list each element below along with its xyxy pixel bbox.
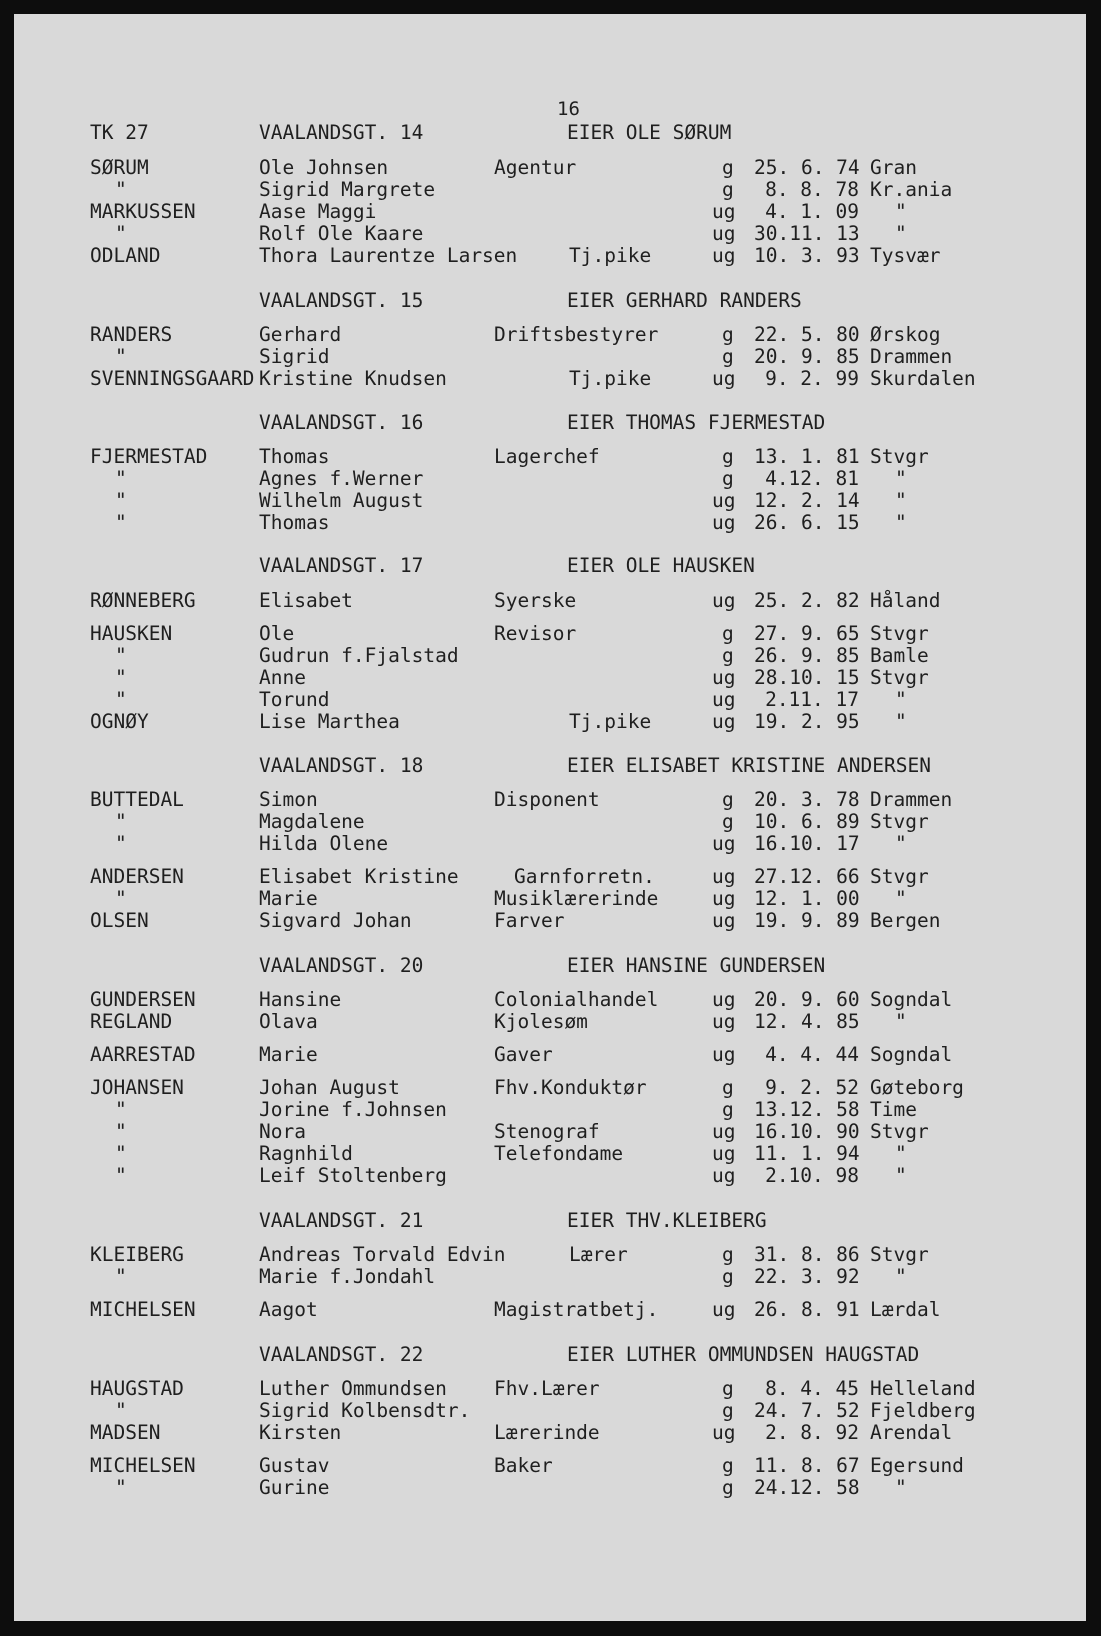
birthplace-cell: " bbox=[895, 511, 907, 534]
occupation-cell: Revisor bbox=[494, 622, 577, 645]
birthplace-cell: Håland bbox=[870, 589, 941, 612]
birth-date-cell: 19. 2. 95 bbox=[754, 710, 860, 733]
occupation-cell: Garnforretn. bbox=[514, 865, 655, 888]
birth-date-cell: 12. 1. 00 bbox=[754, 887, 860, 910]
occupation-cell: Tj.pike bbox=[569, 710, 652, 733]
first-name-cell: Gustav bbox=[259, 1454, 330, 1477]
surname-cell: KLEIBERG bbox=[90, 1243, 184, 1266]
occupation-cell: Fhv.Konduktør bbox=[494, 1076, 647, 1099]
marital-status-cell: ug bbox=[712, 887, 736, 910]
surname-cell: MICHELSEN bbox=[90, 1454, 196, 1477]
marital-status-cell: g bbox=[722, 1265, 734, 1288]
birthplace-cell: " bbox=[895, 887, 907, 910]
surname-cell: " bbox=[115, 1164, 127, 1187]
birth-date-cell: 27. 9. 65 bbox=[754, 622, 860, 645]
marital-status-cell: g bbox=[722, 178, 734, 201]
first-name-cell: Aase Maggi bbox=[259, 200, 377, 223]
first-name-cell: Jorine f.Johnsen bbox=[259, 1098, 447, 1121]
surname-cell: " bbox=[115, 810, 127, 833]
first-name-cell: Olava bbox=[259, 1010, 318, 1033]
birth-date-cell: 16.10. 90 bbox=[754, 1120, 860, 1143]
surname-cell: MICHELSEN bbox=[90, 1298, 196, 1321]
occupation-cell: Magistratbetj. bbox=[494, 1298, 659, 1321]
first-name-cell: Marie f.Jondahl bbox=[259, 1265, 436, 1288]
first-name-cell: Ole bbox=[259, 622, 295, 645]
surname-cell: " bbox=[115, 511, 127, 534]
birth-date-cell: 25. 6. 74 bbox=[754, 156, 860, 179]
birth-date-cell: 22. 3. 92 bbox=[754, 1265, 860, 1288]
birthplace-cell: Stvgr bbox=[870, 1243, 929, 1266]
surname-cell: MADSEN bbox=[90, 1421, 161, 1444]
surname-cell: GUNDERSEN bbox=[90, 988, 196, 1011]
birthplace-cell: Bamle bbox=[870, 644, 929, 667]
owner-heading: EIER OLE HAUSKEN bbox=[567, 554, 755, 577]
marital-status-cell: g bbox=[722, 345, 734, 368]
surname-cell: " bbox=[115, 178, 127, 201]
surname-cell: " bbox=[115, 345, 127, 368]
first-name-cell: Sigrid Kolbensdtr. bbox=[259, 1399, 471, 1422]
first-name-cell: Sigvard Johan bbox=[259, 909, 412, 932]
birthplace-cell: Arendal bbox=[870, 1421, 953, 1444]
birth-date-cell: 22. 5. 80 bbox=[754, 323, 860, 346]
birth-date-cell: 13.12. 58 bbox=[754, 1098, 860, 1121]
marital-status-cell: g bbox=[722, 1098, 734, 1121]
birth-date-cell: 24. 7. 52 bbox=[754, 1399, 860, 1422]
marital-status-cell: g bbox=[722, 1243, 734, 1266]
marital-status-cell: g bbox=[722, 1476, 734, 1499]
surname-cell: RANDERS bbox=[90, 323, 173, 346]
first-name-cell: Hansine bbox=[259, 988, 342, 1011]
marital-status-cell: g bbox=[722, 1454, 734, 1477]
surname-cell: " bbox=[115, 666, 127, 689]
occupation-cell: Tj.pike bbox=[569, 244, 652, 267]
first-name-cell: Elisabet bbox=[259, 589, 353, 612]
marital-status-cell: ug bbox=[712, 1298, 736, 1321]
surname-cell: OLSEN bbox=[90, 909, 149, 932]
marital-status-cell: g bbox=[722, 1076, 734, 1099]
marital-status-cell: ug bbox=[712, 589, 736, 612]
marital-status-cell: g bbox=[722, 156, 734, 179]
birthplace-cell: " bbox=[895, 222, 907, 245]
birth-date-cell: 12. 4. 85 bbox=[754, 1010, 860, 1033]
surname-cell: FJERMESTAD bbox=[90, 445, 208, 468]
occupation-cell: Lagerchef bbox=[494, 445, 600, 468]
birth-date-cell: 4. 1. 09 bbox=[765, 200, 859, 223]
marital-status-cell: ug bbox=[712, 489, 736, 512]
surname-cell: " bbox=[115, 1399, 127, 1422]
birth-date-cell: 26. 9. 85 bbox=[754, 644, 860, 667]
birth-date-cell: 28.10. 15 bbox=[754, 666, 860, 689]
surname-cell: SVENNINGSGAARD bbox=[90, 367, 255, 390]
marital-status-cell: ug bbox=[712, 244, 736, 267]
birth-date-cell: 10. 3. 93 bbox=[754, 244, 860, 267]
occupation-cell: Tj.pike bbox=[569, 367, 652, 390]
birth-date-cell: 2.11. 17 bbox=[765, 688, 859, 711]
surname-cell: HAUGSTAD bbox=[90, 1377, 184, 1400]
owner-heading: EIER THV.KLEIBERG bbox=[567, 1209, 767, 1232]
birth-date-cell: 25. 2. 82 bbox=[754, 589, 860, 612]
street-heading: VAALANDSGT. 14 bbox=[259, 121, 424, 144]
occupation-cell: Driftsbestyrer bbox=[494, 323, 659, 346]
first-name-cell: Gerhard bbox=[259, 323, 342, 346]
first-name-cell: Magdalene bbox=[259, 810, 365, 833]
occupation-cell: Syerske bbox=[494, 589, 577, 612]
marital-status-cell: g bbox=[722, 1399, 734, 1422]
surname-cell: ANDERSEN bbox=[90, 865, 184, 888]
occupation-cell: Disponent bbox=[494, 788, 600, 811]
marital-status-cell: g bbox=[722, 788, 734, 811]
birth-date-cell: 2. 8. 92 bbox=[765, 1421, 859, 1444]
occupation-cell: Fhv.Lærer bbox=[494, 1377, 600, 1400]
surname-cell: " bbox=[115, 644, 127, 667]
birth-date-cell: 4. 4. 44 bbox=[765, 1043, 859, 1066]
first-name-cell: Elisabet Kristine bbox=[259, 865, 459, 888]
surname-cell: MARKUSSEN bbox=[90, 200, 196, 223]
birthplace-cell: " bbox=[895, 1265, 907, 1288]
first-name-cell: Johan August bbox=[259, 1076, 400, 1099]
surname-cell: SØRUM bbox=[90, 156, 149, 179]
owner-heading: EIER HANSINE GUNDERSEN bbox=[567, 954, 826, 977]
marital-status-cell: ug bbox=[712, 865, 736, 888]
birth-date-cell: 8. 8. 78 bbox=[765, 178, 859, 201]
owner-heading: EIER GERHARD RANDERS bbox=[567, 289, 802, 312]
surname-cell: " bbox=[115, 688, 127, 711]
document-page bbox=[14, 14, 1086, 1621]
marital-status-cell: ug bbox=[712, 1043, 736, 1066]
birth-date-cell: 10. 6. 89 bbox=[754, 810, 860, 833]
first-name-cell: Lise Marthea bbox=[259, 710, 400, 733]
birthplace-cell: Ørskog bbox=[870, 323, 941, 346]
birth-date-cell: 8. 4. 45 bbox=[765, 1377, 859, 1400]
first-name-cell: Marie bbox=[259, 887, 318, 910]
marital-status-cell: ug bbox=[712, 832, 736, 855]
birthplace-cell: Egersund bbox=[870, 1454, 964, 1477]
marital-status-cell: ug bbox=[712, 511, 736, 534]
marital-status-cell: ug bbox=[712, 222, 736, 245]
marital-status-cell: ug bbox=[712, 1164, 736, 1187]
marital-status-cell: g bbox=[722, 810, 734, 833]
owner-heading: EIER ELISABET KRISTINE ANDERSEN bbox=[567, 754, 931, 777]
birthplace-cell: Sogndal bbox=[870, 1043, 953, 1066]
birthplace-cell: Time bbox=[870, 1098, 917, 1121]
birthplace-cell: " bbox=[895, 1142, 907, 1165]
birthplace-cell: Fjeldberg bbox=[870, 1399, 976, 1422]
birthplace-cell: Stvgr bbox=[870, 1120, 929, 1143]
first-name-cell: Luther Ommundsen bbox=[259, 1377, 447, 1400]
first-name-cell: Thora Laurentze Larsen bbox=[259, 244, 518, 267]
first-name-cell: Thomas bbox=[259, 511, 330, 534]
first-name-cell: Agnes f.Werner bbox=[259, 467, 424, 490]
owner-heading: EIER LUTHER OMMUNDSEN HAUGSTAD bbox=[567, 1343, 920, 1366]
birthplace-cell: Tysvær bbox=[870, 244, 941, 267]
first-name-cell: Sigrid Margrete bbox=[259, 178, 436, 201]
birthplace-cell: Kr.ania bbox=[870, 178, 953, 201]
birthplace-cell: Bergen bbox=[870, 909, 941, 932]
first-name-cell: Rolf Ole Kaare bbox=[259, 222, 424, 245]
birthplace-cell: Stvgr bbox=[870, 810, 929, 833]
marital-status-cell: g bbox=[722, 622, 734, 645]
birthplace-cell: " bbox=[895, 710, 907, 733]
birth-date-cell: 13. 1. 81 bbox=[754, 445, 860, 468]
street-heading: VAALANDSGT. 15 bbox=[259, 289, 424, 312]
birthplace-cell: Sogndal bbox=[870, 988, 953, 1011]
surname-cell: " bbox=[115, 1120, 127, 1143]
first-name-cell: Torund bbox=[259, 688, 330, 711]
first-name-cell: Ole Johnsen bbox=[259, 156, 389, 179]
birth-date-cell: 26. 8. 91 bbox=[754, 1298, 860, 1321]
first-name-cell: Thomas bbox=[259, 445, 330, 468]
occupation-cell: Kjolesøm bbox=[494, 1010, 588, 1033]
birth-date-cell: 20. 9. 85 bbox=[754, 345, 860, 368]
surname-cell: RØNNEBERG bbox=[90, 589, 196, 612]
marital-status-cell: ug bbox=[712, 688, 736, 711]
birth-date-cell: 27.12. 66 bbox=[754, 865, 860, 888]
surname-cell: " bbox=[115, 1098, 127, 1121]
marital-status-cell: ug bbox=[712, 1010, 736, 1033]
birth-date-cell: 20. 3. 78 bbox=[754, 788, 860, 811]
tk-label: TK 27 bbox=[90, 121, 149, 144]
occupation-cell: Farver bbox=[494, 909, 565, 932]
marital-status-cell: ug bbox=[712, 666, 736, 689]
marital-status-cell: g bbox=[722, 1377, 734, 1400]
street-heading: VAALANDSGT. 17 bbox=[259, 554, 424, 577]
surname-cell: " bbox=[115, 1265, 127, 1288]
birthplace-cell: " bbox=[895, 1164, 907, 1187]
first-name-cell: Leif Stoltenberg bbox=[259, 1164, 447, 1187]
birth-date-cell: 9. 2. 99 bbox=[765, 367, 859, 390]
birthplace-cell: Gøteborg bbox=[870, 1076, 964, 1099]
birthplace-cell: Gran bbox=[870, 156, 917, 179]
first-name-cell: Wilhelm August bbox=[259, 489, 424, 512]
occupation-cell: Lærerinde bbox=[494, 1421, 600, 1444]
birthplace-cell: " bbox=[895, 688, 907, 711]
street-heading: VAALANDSGT. 21 bbox=[259, 1209, 424, 1232]
birth-date-cell: 2.10. 98 bbox=[765, 1164, 859, 1187]
birthplace-cell: " bbox=[895, 1476, 907, 1499]
owner-heading: EIER OLE SØRUM bbox=[567, 121, 732, 144]
surname-cell: " bbox=[115, 887, 127, 910]
street-heading: VAALANDSGT. 20 bbox=[259, 954, 424, 977]
marital-status-cell: ug bbox=[712, 988, 736, 1011]
occupation-cell: Musiklærerinde bbox=[494, 887, 659, 910]
first-name-cell: Nora bbox=[259, 1120, 306, 1143]
marital-status-cell: g bbox=[722, 644, 734, 667]
birthplace-cell: Stvgr bbox=[870, 865, 929, 888]
page-number: 16 bbox=[557, 98, 580, 120]
birth-date-cell: 11. 1. 94 bbox=[754, 1142, 860, 1165]
birth-date-cell: 12. 2. 14 bbox=[754, 489, 860, 512]
surname-cell: BUTTEDAL bbox=[90, 788, 184, 811]
marital-status-cell: ug bbox=[712, 200, 736, 223]
birth-date-cell: 24.12. 58 bbox=[754, 1476, 860, 1499]
birthplace-cell: Helleland bbox=[870, 1377, 976, 1400]
marital-status-cell: ug bbox=[712, 367, 736, 390]
first-name-cell: Kirsten bbox=[259, 1421, 342, 1444]
first-name-cell: Marie bbox=[259, 1043, 318, 1066]
marital-status-cell: ug bbox=[712, 1142, 736, 1165]
birthplace-cell: Drammen bbox=[870, 788, 953, 811]
birthplace-cell: " bbox=[895, 489, 907, 512]
birth-date-cell: 11. 8. 67 bbox=[754, 1454, 860, 1477]
surname-cell: " bbox=[115, 1476, 127, 1499]
marital-status-cell: g bbox=[722, 323, 734, 346]
surname-cell: ODLAND bbox=[90, 244, 161, 267]
surname-cell: " bbox=[115, 832, 127, 855]
marital-status-cell: g bbox=[722, 467, 734, 490]
birth-date-cell: 20. 9. 60 bbox=[754, 988, 860, 1011]
birthplace-cell: Stvgr bbox=[870, 445, 929, 468]
birth-date-cell: 9. 2. 52 bbox=[765, 1076, 859, 1099]
surname-cell: " bbox=[115, 1142, 127, 1165]
first-name-cell: Sigrid bbox=[259, 345, 330, 368]
birth-date-cell: 26. 6. 15 bbox=[754, 511, 860, 534]
birth-date-cell: 19. 9. 89 bbox=[754, 909, 860, 932]
surname-cell: AARRESTAD bbox=[90, 1043, 196, 1066]
owner-heading: EIER THOMAS FJERMESTAD bbox=[567, 411, 826, 434]
occupation-cell: Agentur bbox=[494, 156, 577, 179]
surname-cell: REGLAND bbox=[90, 1010, 173, 1033]
surname-cell: " bbox=[115, 222, 127, 245]
birthplace-cell: " bbox=[895, 467, 907, 490]
first-name-cell: Gurine bbox=[259, 1476, 330, 1499]
marital-status-cell: ug bbox=[712, 710, 736, 733]
first-name-cell: Anne bbox=[259, 666, 306, 689]
birthplace-cell: Stvgr bbox=[870, 622, 929, 645]
street-heading: VAALANDSGT. 18 bbox=[259, 754, 424, 777]
surname-cell: OGNØY bbox=[90, 710, 149, 733]
marital-status-cell: ug bbox=[712, 1421, 736, 1444]
occupation-cell: Lærer bbox=[569, 1243, 628, 1266]
birth-date-cell: 4.12. 81 bbox=[765, 467, 859, 490]
marital-status-cell: ug bbox=[712, 909, 736, 932]
birth-date-cell: 16.10. 17 bbox=[754, 832, 860, 855]
surname-cell: HAUSKEN bbox=[90, 622, 173, 645]
birthplace-cell: Stvgr bbox=[870, 666, 929, 689]
birth-date-cell: 31. 8. 86 bbox=[754, 1243, 860, 1266]
occupation-cell: Telefondame bbox=[494, 1142, 624, 1165]
first-name-cell: Andreas Torvald Edvin bbox=[259, 1243, 506, 1266]
surname-cell: " bbox=[115, 489, 127, 512]
birthplace-cell: " bbox=[895, 1010, 907, 1033]
first-name-cell: Ragnhild bbox=[259, 1142, 353, 1165]
first-name-cell: Aagot bbox=[259, 1298, 318, 1321]
birthplace-cell: Lærdal bbox=[870, 1298, 941, 1321]
birth-date-cell: 30.11. 13 bbox=[754, 222, 860, 245]
first-name-cell: Simon bbox=[259, 788, 318, 811]
marital-status-cell: ug bbox=[712, 1120, 736, 1143]
birthplace-cell: " bbox=[895, 200, 907, 223]
occupation-cell: Gaver bbox=[494, 1043, 553, 1066]
birthplace-cell: Drammen bbox=[870, 345, 953, 368]
first-name-cell: Gudrun f.Fjalstad bbox=[259, 644, 459, 667]
surname-cell: JOHANSEN bbox=[90, 1076, 184, 1099]
birthplace-cell: Skurdalen bbox=[870, 367, 976, 390]
street-heading: VAALANDSGT. 16 bbox=[259, 411, 424, 434]
surname-cell: " bbox=[115, 467, 127, 490]
birthplace-cell: " bbox=[895, 832, 907, 855]
occupation-cell: Colonialhandel bbox=[494, 988, 659, 1011]
first-name-cell: Kristine Knudsen bbox=[259, 367, 447, 390]
street-heading: VAALANDSGT. 22 bbox=[259, 1343, 424, 1366]
occupation-cell: Baker bbox=[494, 1454, 553, 1477]
first-name-cell: Hilda Olene bbox=[259, 832, 389, 855]
occupation-cell: Stenograf bbox=[494, 1120, 600, 1143]
marital-status-cell: g bbox=[722, 445, 734, 468]
